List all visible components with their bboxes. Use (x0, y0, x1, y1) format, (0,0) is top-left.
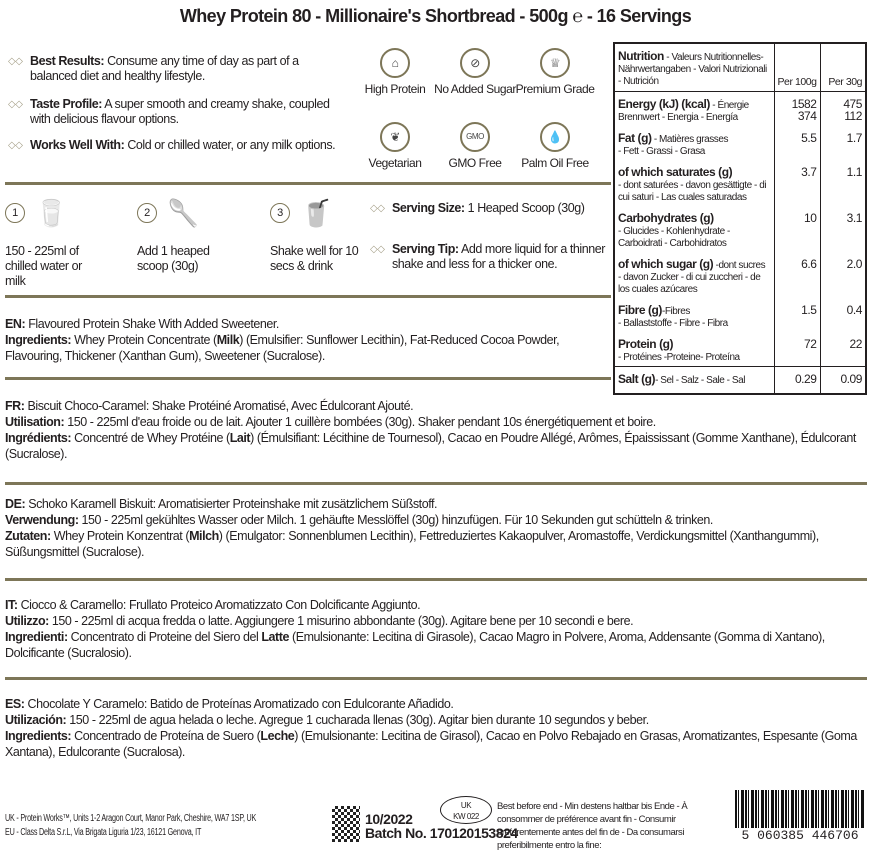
nutrient-translation: -dont sucres (713, 259, 766, 271)
value-per-100g (774, 252, 820, 298)
badge-label: Vegetarian (368, 156, 422, 170)
lang-de (5, 496, 865, 560)
batch-number: Batch No. 170120153824 (365, 825, 518, 841)
text-segment: ) (Emulgator: Sonnenblumen Lecithin), Fettreduziertes Kakaopulver, Aromastoffe, Verdickungsmittel (Xanthangummi), Süßungsmittel (Sucralose). (5, 529, 819, 559)
value-per-30g (820, 332, 866, 367)
stamp-code: KW 022 (453, 812, 479, 821)
text-segment: ) (Emulsionante: Lecitina de Girasol), Cacao en Polvo Rebajado en Grasas, Aromatizantes, Espesante (Goma Xantana), Edulcorante (Sucralosa). (5, 729, 857, 759)
text-segment: (Emulsionante: Lecitina di Girasole), Cacao Magro in Polvere, Aroma, Addensante (Gomma di Xantano), Dolcificante (Sucralosio). (5, 630, 825, 660)
divider (5, 482, 867, 485)
lang-es (5, 696, 865, 760)
step-number: 1 (5, 203, 25, 223)
best-before-text: Best before end - Min destens haltbar bis Ende - À consommer de préférence avant fin - Consumir preferentemente antes del fin de - Da consumarsi preferibilmente entro la fine: (497, 801, 688, 851)
text-segment: 150 - 225ml de agua helada o leche. Agregue 1 cucharada llenas (30g). Agitar bien durante 10 segundos y beber. (66, 713, 649, 727)
text-line (5, 430, 865, 462)
nutrient-label (614, 91, 774, 126)
barcode-number: 5 060385 446706 (735, 828, 865, 843)
value: 1.1 (846, 164, 862, 179)
nutrition-row-salt (614, 366, 866, 394)
bold-text: Zutaten: (5, 529, 51, 543)
bold-text: Ingredients: (5, 729, 72, 743)
value-per-30g (820, 126, 866, 160)
divider (5, 578, 867, 581)
divider (5, 677, 867, 680)
step-text: Add 1 heaped scoop (30g) (137, 244, 210, 273)
value: 3.1 (846, 210, 862, 225)
bold-text: Ingredienti: (5, 630, 68, 644)
bold-text: IT: (5, 598, 18, 612)
nutrient-translation-2: - Glucides - Kohlenhydrate - Carboidrati - Carbohidratos (618, 225, 730, 249)
bold-text: Verwendung: (5, 513, 79, 527)
bullet-text: Consume any time of day as part of a balanced diet and healthy lifestyle. (30, 54, 299, 83)
bold-text: Latte (261, 630, 289, 644)
value: 0.4 (846, 302, 862, 317)
nutrient-label (614, 298, 774, 332)
badge-label: High Protein (364, 82, 426, 96)
text-segment: Whey Protein Konzentrat ( (50, 529, 190, 543)
text-segment: Biscuit Choco-Caramel: Shake Protéiné Aromatisé, Avec Édulcorant Ajouté. (24, 399, 414, 413)
drop-icon: 💧 (540, 122, 570, 152)
step-text: 150 - 225ml of chilled water or milk (5, 244, 82, 288)
bullet-text: Cold or chilled water, or any milk options. (124, 138, 336, 152)
nutrition-row (614, 332, 866, 367)
value: 1582 (791, 96, 817, 111)
step-number: 2 (137, 203, 157, 223)
nutrition-title: Nutrition (618, 48, 664, 63)
value-per-30g (820, 298, 866, 332)
no-sugar-icon: ⊘ (460, 48, 490, 78)
value-kcal: 112 (844, 108, 862, 123)
bold-text: Milch (189, 529, 219, 543)
value-per-30g: 0.09 (820, 366, 866, 394)
step-icon: 🥄 (167, 198, 199, 228)
value: 3.7 (801, 164, 817, 179)
text-line (5, 414, 865, 430)
nutrition-subtitle: - Valeurs Nutritionnelles- Nährwertangaben - Valori Nutrizionali - Nutrición (618, 51, 767, 87)
badge (350, 48, 440, 96)
nutrient-translation-2: - davon Zucker - di cui zuccheri - de los cuales azúcares (618, 271, 761, 295)
nutrient-name: Energy (kJ) (kcal) (618, 96, 710, 111)
nutrition-row (614, 160, 866, 206)
nutrition-row (614, 298, 866, 332)
badge-label: GMO Free (448, 156, 502, 170)
nutrient-translation: - Énergie (709, 99, 749, 111)
divider (5, 182, 611, 185)
text-line (5, 597, 865, 613)
feature-bullet (8, 138, 348, 153)
value: 1.7 (846, 130, 862, 145)
nutrient-translation-2: - Fett - Grassi - Grasa (618, 145, 705, 157)
value-per-30g (820, 160, 866, 206)
lang-fr (5, 398, 865, 462)
text-segment: Concentré de Whey Protéine ( (71, 431, 230, 445)
badge-label: Premium Grade (515, 82, 595, 96)
nutrient-name: Protein (g) (618, 336, 674, 351)
lang-en (5, 316, 605, 364)
nutrient-translation: - Sel - Salz - Sale - Sal (655, 374, 745, 386)
badge-label: Palm Oil Free (521, 156, 589, 170)
bold-text: Ingrédients: (5, 431, 72, 445)
bullet-label: Best Results: (30, 54, 105, 68)
serving-label: Serving Tip: (392, 242, 459, 256)
bullet-label: Works Well With: (30, 138, 125, 152)
nutrient-translation-2: - Protéines -Proteine- Proteína (618, 351, 740, 363)
nutrient-translation: - Matières grasses (651, 133, 728, 145)
double-chevron-icon: ◇◇ (8, 56, 23, 67)
bold-text: Ingredients: (5, 333, 72, 347)
double-chevron-icon: ◇◇ (8, 140, 23, 151)
value-per-100g (774, 332, 820, 367)
text-line (5, 728, 865, 760)
bold-text: Utilización: (5, 713, 67, 727)
text-line (5, 316, 605, 332)
nutrient-name: of which saturates (g) (618, 164, 733, 179)
value: 2.0 (846, 256, 862, 271)
stamp-uk: UK (460, 801, 472, 810)
nutrition-table (613, 42, 867, 395)
text-line (5, 398, 865, 414)
nutrient-label (614, 160, 774, 206)
text-line (5, 496, 865, 512)
text-segment: Whey Protein Concentrate ( (71, 333, 217, 347)
text-segment: Schoko Karamell Biskuit: Aromatisierter Proteinshake mit zusätzlichem Süßstoff. (25, 497, 438, 511)
nutrient-name: Carbohydrates (g) (618, 210, 714, 225)
value-per-30g (820, 252, 866, 298)
badge (430, 48, 520, 96)
lang-it (5, 597, 865, 661)
bold-text: ES: (5, 697, 25, 711)
nutrient-translation-2: - Ballaststoffe - Fibre - Fibra (618, 317, 728, 329)
double-chevron-icon: ◇◇ (370, 203, 385, 214)
bold-text: FR: (5, 399, 25, 413)
value-per-100g (774, 298, 820, 332)
text-segment: 150 - 225ml gekühltes Wasser oder Milch. 1 gehäufte Messlöffel (30g) hinzufügen. Für 10 Sekunden gut schütteln & trinken. (78, 513, 713, 527)
nutrient-translation-2: - dont saturées - davon gesättigte - di cui saturi - Las cuales saturadas (618, 179, 767, 203)
value-per-100g: 0.29 (774, 366, 820, 394)
nutrition-row (614, 252, 866, 298)
value-per-30g (820, 91, 866, 126)
serving-text: 1 Heaped Scoop (30g) (464, 201, 585, 215)
text-line (5, 613, 865, 629)
text-line (5, 712, 865, 728)
house-icon: ⌂ (380, 48, 410, 78)
badge (510, 48, 600, 96)
double-chevron-icon: ◇◇ (8, 99, 23, 110)
product-title: Whey Protein 80 - Millionaire's Shortbread - 500g ℮ - 16 Servings (179, 6, 692, 26)
step-icon: 🥤 (300, 198, 332, 228)
value: 72 (804, 336, 817, 351)
text-line (5, 528, 865, 560)
value-kcal: 374 (797, 108, 817, 123)
step-number: 3 (270, 203, 290, 223)
text-line (5, 512, 865, 528)
nutrient-label (614, 126, 774, 160)
value: 10 (804, 210, 817, 225)
text-line (5, 332, 605, 364)
bold-text: Milk (216, 333, 240, 347)
nutrient-label (614, 206, 774, 252)
value-per-100g (774, 91, 820, 126)
bold-text: Lait (229, 431, 251, 445)
value: 475 (843, 96, 862, 111)
serving-text: Add more liquid for a thinner shake and less for a thicker one. (392, 242, 605, 271)
text-segment: Concentrato di Proteine del Siero del (67, 630, 262, 644)
text-segment: 150 - 225ml di acqua fredda o latte. Aggiungere 1 misurino abbondante (30g). Agitare bene per 10 secondi e bere. (48, 614, 634, 628)
nutrient-name: of which sugar (g) (618, 256, 714, 271)
nutrition-row (614, 91, 866, 126)
text-line (5, 696, 865, 712)
text-segment: ) (Emulsifier: Sunflower Lecithin), Fat-Reduced Cocoa Powder, Flavouring, Thickener (Xanthan Gum), Sweetener (Sucralose). (5, 333, 560, 363)
badge (510, 122, 600, 170)
nutrient-translation-2: Brennwert - Energia - Energía (618, 111, 738, 123)
badge-label: No Added Sugar (434, 82, 516, 96)
text-segment: Ciocco & Caramello: Frullato Proteico Aromatizzato Con Dolcificante Aggiunto. (17, 598, 421, 612)
step-icon: 🥛 (35, 198, 67, 228)
value-per-100g (774, 160, 820, 206)
nutrient-name: Fibre (g) (618, 302, 662, 317)
serving-label: Serving Size: (392, 201, 465, 215)
gmo-free-icon: GMO (460, 122, 490, 152)
address-eu: EU - Class Delta S.r.L, Via Brigata Liguria 1/23, 16121 Genova, IT (5, 827, 202, 838)
address (5, 812, 325, 840)
value-per-100g (774, 206, 820, 252)
double-chevron-icon: ◇◇ (370, 244, 385, 255)
bullet-label: Taste Profile: (30, 97, 102, 111)
col-per-100g: Per 100g (774, 43, 820, 91)
divider (5, 377, 611, 380)
uk-stamp (440, 796, 492, 824)
datamatrix-code (332, 806, 360, 842)
value: 1.5 (801, 302, 817, 317)
bold-text: Utilisation: (5, 415, 65, 429)
value: 6.6 (801, 256, 817, 271)
nutrition-row (614, 126, 866, 160)
value: 22 (849, 336, 862, 351)
bold-text: Utilizzo: (5, 614, 49, 628)
nutrient-label (614, 252, 774, 298)
badge (430, 122, 520, 170)
value-per-100g (774, 126, 820, 160)
bold-text: Leche (260, 729, 295, 743)
divider (5, 295, 611, 298)
badge (350, 122, 440, 170)
nutrient-translation: -Fibres (661, 305, 690, 317)
serving-info (370, 201, 605, 216)
value: 5.5 (801, 130, 817, 145)
feature-bullet (8, 54, 348, 84)
text-segment: Flavoured Protein Shake With Added Sweetener. (25, 317, 279, 331)
bold-text: EN: (5, 317, 26, 331)
bold-text: DE: (5, 497, 26, 511)
barcode (735, 790, 865, 830)
text-segment: Concentrado de Proteína de Suero ( (71, 729, 261, 743)
value-per-30g (820, 206, 866, 252)
text-segment: ) (Émulsifiant: Lécithine de Tournesol), Cacao en Poudre Allégé, Arômes, Épaississant (Gomme Xanthane), Édulcorant (Sucralose). (5, 431, 856, 461)
feature-bullet (8, 97, 348, 127)
leaf-icon: ❦ (380, 122, 410, 152)
serving-info (370, 242, 605, 272)
col-per-30g: Per 30g (820, 43, 866, 91)
text-segment: 150 - 225ml d'eau froide ou de lait. Ajouter 1 cuillère bombées (30g). Shaker pendant 10s énergétiquement et boire. (64, 415, 656, 429)
step-text: Shake well for 10 secs & drink (270, 244, 359, 273)
address-uk: UK - Protein Works™, Units 1-2 Aragon Court, Manor Park, Cheshire, WA7 1SP, UK (5, 813, 257, 824)
nutrient-name: Salt (g) (618, 371, 656, 386)
nutrition-row (614, 206, 866, 252)
nutrient-name: Fat (g) (618, 130, 652, 145)
text-line (5, 629, 865, 661)
expiry-date: 10/2022 (365, 811, 413, 827)
bullet-text: A super smooth and creamy shake, coupled with delicious flavour options. (30, 97, 330, 126)
nutrient-label (614, 332, 774, 367)
trophy-icon: ♕ (540, 48, 570, 78)
text-segment: Chocolate Y Caramelo: Batido de Proteínas Aromatizado con Edulcorante Añadido. (24, 697, 454, 711)
